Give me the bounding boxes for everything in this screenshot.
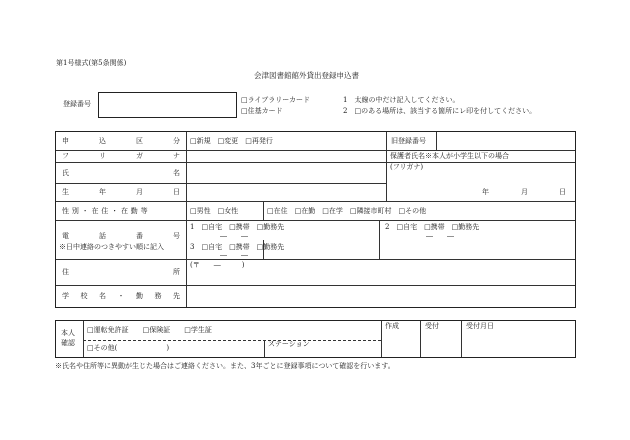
instruction-note-1: 1 太線の中だけ記入してください。 (343, 96, 460, 104)
phone-entry-3-dash: ― ― (220, 251, 248, 259)
gender-residency-label: 性 別 ・ 在 住 ・ 在 勤 等 (62, 207, 148, 215)
identity-check-label: 本人 確認 (61, 329, 75, 347)
instruction-note-2: 2 □のある場所は、該当する箇所にレ印を付してください。 (343, 107, 537, 115)
postal-code-field[interactable]: (〒 ― ) (190, 261, 245, 269)
phone-entry-2-dash: ― ― (426, 232, 454, 240)
gender-options[interactable]: □男性 □女性 (190, 207, 239, 215)
furigana-label: フ リ ガ ナ (62, 152, 180, 160)
received-column-label: 受付 (425, 322, 439, 330)
id-other-option[interactable]: □その他( ) (87, 344, 170, 352)
phone-label: 電 話 番 号 (62, 232, 180, 240)
form-title: 会津図書館館外貸出登録申込書 (254, 71, 359, 80)
application-type-options[interactable]: □新規 □変更 □再発行 (190, 137, 273, 145)
application-table (55, 131, 576, 308)
old-registration-number-field[interactable] (436, 132, 575, 150)
form-number: 第1号様式(第5条関係) (56, 59, 127, 67)
application-type-label: 申 込 区 分 (62, 137, 180, 145)
phone-entry-1[interactable]: 1 □自宅 □携帯 □勤務先 (190, 223, 285, 231)
birthdate-label: 生 年 月 日 (62, 188, 180, 196)
school-workplace-label: 学 校 名 ・ 勤 務 先 (62, 292, 180, 300)
station-label: ステーション (268, 340, 310, 348)
guardian-furigana-label: (フリガナ) (390, 163, 424, 171)
guardian-month-label: 月 (521, 188, 528, 196)
guardian-name-label: 保護者氏名※本人が小学生以下の場合 (390, 152, 509, 160)
phone-entry-1-dash: ― ― (220, 232, 248, 240)
id-document-options[interactable]: □運転免許証 □保険証 □学生証 (87, 326, 212, 334)
resident-card-checkbox[interactable]: □住基カード (241, 107, 283, 115)
phone-entry-2[interactable]: 2 □自宅 □携帯 □勤務先 (385, 223, 480, 231)
created-column-label: 作成 (385, 322, 399, 330)
footer-note: ※氏名や住所等に異動が生じた場合はご連絡ください。また、3年ごとに登録事項について確認を行います。 (55, 362, 395, 370)
name-label: 氏 名 (62, 169, 180, 177)
library-card-checkbox[interactable]: □ライブラリーカード (241, 96, 311, 104)
registration-number-field[interactable] (98, 92, 237, 118)
received-date-column-label: 受付月日 (466, 322, 494, 330)
residency-options[interactable]: □在住 □在勤 □在学 □隣接市町村 □その他 (267, 207, 427, 215)
old-registration-number-label: 旧登録番号 (391, 137, 426, 145)
guardian-year-label: 年 (482, 188, 489, 196)
identity-check-table (55, 320, 576, 358)
registration-number-label: 登録番号 (63, 100, 91, 108)
guardian-day-label: 日 (559, 188, 566, 196)
phone-entry-3[interactable]: 3 □自宅 □携帯 □勤務先 (190, 243, 285, 251)
phone-order-note: ※日中連絡のつきやすい順に記入 (59, 243, 164, 251)
address-label: 住 所 (62, 268, 180, 276)
